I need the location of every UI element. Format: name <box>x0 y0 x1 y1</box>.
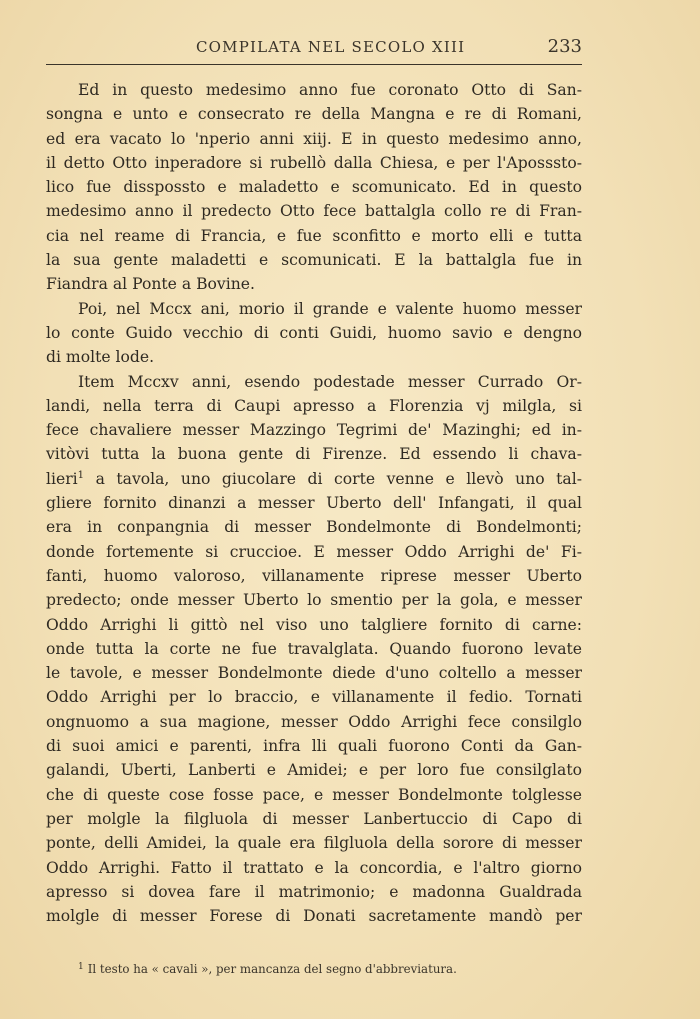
text-line: galandi, Uberti, Lanberti e Amidei; e per loro fue consilglato <box>46 761 582 780</box>
text-fragment: lieri <box>46 469 78 488</box>
text-line: predecto; onde messer Uberto lo smentio per la gola, e messer <box>46 591 582 610</box>
text-line: era in conpangnia di messer Bondelmonte di Bondelmonti; <box>46 518 582 537</box>
text-line: di suoi amici e parenti, infra lli quali fuorono Conti da Gan- <box>46 737 582 756</box>
body-text <box>46 78 582 928</box>
text-line: medesimo anno il predecto Otto fece battalgla collo re di Fran- <box>46 202 582 221</box>
text-line: Oddo Arrighi per lo braccio, e villanamente il fedio. Tornati <box>46 688 582 707</box>
text-line: landi, nella terra di Caupi apresso a Florenzia vj milgla, si <box>46 396 582 415</box>
text-line: donde fortemente si cruccioe. E messer Oddo Arrighi de' Fi- <box>46 542 582 561</box>
header-rule <box>46 64 582 65</box>
text-line: Oddo Arrighi li gittò nel viso uno talgliere fornito di carne: <box>46 615 582 634</box>
text-line: per molgle la filgluola di messer Lanbertuccio di Capo di <box>46 809 582 828</box>
text-line: il detto Otto inperadore si rubellò dalla Chiesa, e per l'Aposssto- <box>46 153 582 172</box>
page-header <box>46 34 582 62</box>
page-number: 233 <box>547 36 582 57</box>
footnote <box>78 962 457 976</box>
running-head: COMPILATA NEL SECOLO XIII <box>196 38 466 56</box>
text-line: fanti, huomo valoroso, villanamente riprese messer Uberto <box>46 566 582 585</box>
text-line: gliere fornito dinanzi a messer Uberto dell' Infangati, il qual <box>46 494 582 513</box>
text-line: di molte lode. <box>46 348 155 367</box>
text-line: vitòvi tutta la buona gente di Firenze. Ed essendo li chava- <box>46 445 582 464</box>
text-line: ongnuomo a sua magione, messer Oddo Arrighi fece consilglo <box>46 712 582 731</box>
text-line: Item Mccxv anni, esendo podestade messer Currado Or- <box>78 372 582 391</box>
text-line-with-footnote <box>46 467 582 491</box>
text-line: fece chavaliere messer Mazzingo Tegrimi de' Mazinghi; ed in- <box>46 421 582 440</box>
text-line: apresso si dovea fare il matrimonio; e madonna Gualdrada <box>46 882 582 901</box>
text-line: che di queste cose fosse pace, e messer Bondelmonte tolglesse <box>46 785 582 804</box>
text-line: la sua gente maladetti e scomunicati. E la battalgla fue in <box>46 251 582 270</box>
text-line: le tavole, e messer Bondelmonte diede d'uno coltello a messer <box>46 664 582 683</box>
text-line: Oddo Arrighi. Fatto il trattato e la concordia, e l'altro giorno <box>46 858 582 877</box>
text-line: molgle di messer Forese di Donati sacretamente mandò per <box>46 907 582 926</box>
footnote-mark: 1 <box>78 962 84 972</box>
text-line: ponte, delli Amidei, la quale era filgluola della sorore di messer <box>46 834 582 853</box>
footnote-text: Il testo ha « cavali », per mancanza del segno d'abbreviatura. <box>87 962 457 976</box>
text-line: Ed in questo medesimo anno fue coronato Otto di San- <box>78 81 582 99</box>
text-line: onde tutta la corte ne fue travalglata. Quando fuorono levate <box>46 639 582 658</box>
text-line: Poi, nel Mccx ani, morio il grande e valente huomo messer <box>78 299 582 318</box>
text-line: ed era vacato lo 'nperio anni xiij. E in questo medesimo anno, <box>46 129 582 148</box>
text-fragment: a tavola, uno giucolare di corte venne e llevò uno tal- <box>95 469 582 488</box>
text-line: lico fue disspossto e maladetto e scomunicato. Ed in questo <box>46 178 582 197</box>
text-line: cia nel reame di Francia, e fue sconfitto e morto elli e tutta <box>46 226 582 245</box>
text-line: songna e unto e consecrato re della Mangna e re di Romani, <box>46 105 582 124</box>
text-line: Fiandra al Ponte a Bovine. <box>46 275 255 294</box>
footnote-reference[interactable]: 1 <box>77 469 85 481</box>
text-line: lo conte Guido vecchio di conti Guidi, huomo savio e dengno <box>46 323 582 342</box>
